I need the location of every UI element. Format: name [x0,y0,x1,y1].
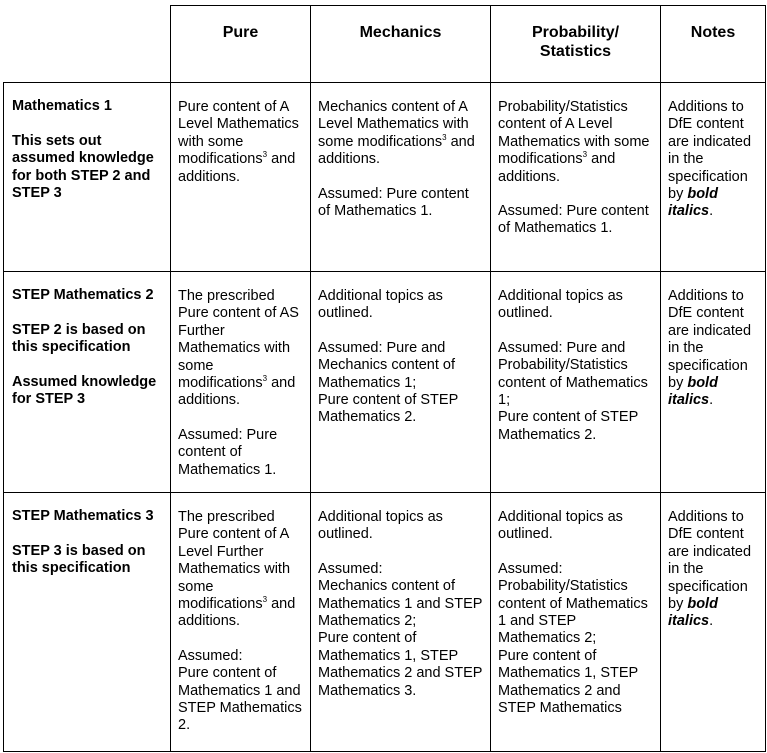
column-header-probability-line1: Probability/ [531,24,620,41]
column-header-notes: Notes [661,6,766,83]
cell-assumed: Assumed: Pure and Probability/Statistics content of Mathematics 1; Pure content of STEP Mathematics 2. [498,339,648,443]
cell-paragraph: Pure content of A Level Mathematics with some modifications$^3$ and additions. [178,99,299,185]
cell-probability-mathematics-1 [491,83,661,272]
table-row-step-mathematics-2 [4,272,766,493]
cell-paragraph: Additional topics as outlined. [318,288,443,322]
cell-assumed: Assumed: Pure and Mechanics content of Mathematics 1; Pure content of STEP Mathematics 2. [318,339,458,426]
cell-pure-step-mathematics-3 [171,493,311,752]
cell-pure-mathematics-1 [171,83,311,272]
footnote-marker: 3 [262,595,268,605]
cell-assumed: Assumed: Probability/Statistics content of Mathematics 1 and STEP Mathematics 2; Pure content of Mathematics 1, STEP Mathematics 2 and STEP Mathematics [498,560,648,717]
cell-paragraph: Additional topics as outlined. [498,509,623,543]
column-header-probability-statistics [491,6,661,83]
cell-paragraph: Mechanics content of A Level Mathematics with some modifications$^3$ and additions. [318,99,475,168]
footnote-marker: 3 [262,150,268,160]
footnote-marker: 3 [582,150,588,160]
cell-notes-step-mathematics-2 [661,272,766,493]
row-header-mathematics-1 [4,83,171,272]
cell-paragraph: Additional topics as outlined. [318,509,443,543]
cell-assumed: Assumed: Mechanics content of Mathematics 1 and STEP Mathematics 2; Pure content of Mathematics 1, STEP Mathematics 2 and STEP Mathematics 3. [318,560,483,699]
cell-paragraph: Additional topics as outlined. [498,288,623,322]
header-row [4,6,766,83]
row-description: Assumed knowledge for STEP 3 [12,373,157,407]
cell-mechanics-step-mathematics-2 [311,272,491,493]
row-title: STEP Mathematics 2 [12,287,154,303]
corner-cell [4,6,171,83]
cell-assumed: Assumed: Pure content of Mathematics 1. [178,426,278,478]
cell-mechanics-mathematics-1 [311,83,491,272]
cell-paragraph: Probability/Statistics content of A Level Mathematics with some modifications$^3$ and additions. [498,99,650,185]
column-header-probability-line2: Statistics [539,43,612,60]
cell-probability-step-mathematics-2 [491,272,661,493]
cell-mechanics-step-mathematics-3 [311,493,491,752]
column-header-pure: Pure [171,6,311,83]
cell-probability-step-mathematics-3 [491,493,661,752]
cell-pure-step-mathematics-2 [171,272,311,493]
cell-assumed: Assumed: Pure content of Mathematics 1. [318,185,469,220]
footnote-marker: 3 [262,374,268,384]
cell-notes-mathematics-1 [661,83,766,272]
notes-text: Additions to DfE content are indicated in the specification by bold italics. [668,288,752,409]
row-header-step-mathematics-3 [4,493,171,752]
column-header-mechanics: Mechanics [311,6,491,83]
row-title: Mathematics 1 [12,98,112,114]
row-title: STEP Mathematics 3 [12,508,154,524]
cell-notes-step-mathematics-3 [661,493,766,752]
notes-text: Additions to DfE content are indicated in the specification by bold italics. [668,509,752,630]
cell-assumed: Assumed: Pure content of Mathematics 1 and STEP Mathematics 2. [178,647,302,734]
row-header-step-mathematics-2 [4,272,171,493]
table-row-step-mathematics-3 [4,493,766,752]
footnote-marker: 3 [442,132,447,142]
table-row-mathematics-1 [4,83,766,272]
cell-assumed: Assumed: Pure content of Mathematics 1. [498,203,649,237]
cell-paragraph: The prescribed Pure content of A Level Further Mathematics with some modifications$^3$ and additions. [178,509,296,630]
cell-paragraph: The prescribed Pure content of AS Further Mathematics with some modifications$^3$ and additions. [178,288,299,409]
specification-table [3,5,766,752]
row-description: STEP 3 is based on this specification [12,542,146,576]
row-description: This sets out assumed knowledge for both STEP 2 and STEP 3 [12,132,154,201]
notes-text: Additions to DfE content are indicated in the specification by bold italics. [668,99,752,220]
row-description: STEP 2 is based on this specification [12,321,146,355]
